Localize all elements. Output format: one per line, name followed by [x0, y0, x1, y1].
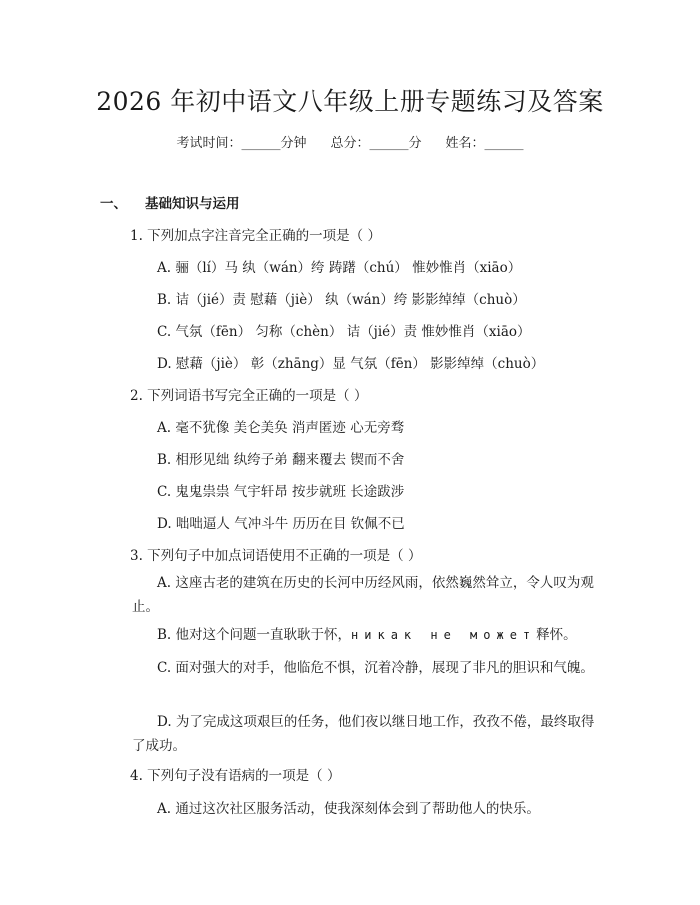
section-heading [100, 192, 240, 212]
question-3-option-b-end: 释怀。 [536, 627, 577, 643]
question-4-stem: 4. 下列句子没有语病的一项是（ ） [130, 768, 341, 784]
section-number: 一、 [100, 196, 127, 212]
question-3-option-b-foreign: никак не может [351, 628, 537, 642]
question-3-option-d: D. 为了完成这项艰巨的任务，他们夜以继日地工作，孜孜不倦，最终取得了成功。 [132, 714, 595, 754]
question-1-option-b: B. 诘（jié）责 慰藉（jiè） 纨（wán）绔 影影绰绰（chuò） [157, 292, 526, 308]
exam-time: 考试时间：______分钟 [176, 136, 307, 151]
question-3-option-b [132, 623, 602, 647]
student-name: 姓名：______ [445, 136, 524, 151]
question-1-option-d: D. 慰藉（jiè） 彰（zhāng）显 气氛（fēn） 影影绰绰（chuò） [157, 356, 545, 372]
section-title: 基础知识与运用 [145, 196, 240, 212]
question-2-option-d: D. 咄咄逼人 气冲斗牛 历历在目 钦佩不已 [157, 516, 405, 532]
question-3-option-c: C. 面对强大的对手，他临危不惧，沉着冷静，展现了非凡的胆识和气魄。 [157, 660, 594, 676]
question-2-stem: 2. 下列词语书写完全正确的一项是（ ） [130, 388, 368, 404]
document-title: 2026 年初中语文八年级上册专题练习及答案 [96, 87, 604, 116]
question-1-stem: 1. 下列加点字注音完全正确的一项是（ ） [130, 228, 381, 244]
question-3-stem: 3. 下列句子中加点词语使用不正确的一项是（ ） [130, 548, 422, 564]
question-2-option-b: B. 相形见绌 纨绔子弟 翻来覆去 锲而不舍 [157, 452, 405, 468]
exam-meta [0, 132, 700, 151]
question-1-option-a: A. 骊（lí）马 纨（wán）绔 踌躇（chú） 惟妙惟肖（xiāo） [157, 260, 522, 276]
question-1-option-c: C. 气氛（fēn） 匀称（chèn） 诘（jié）责 惟妙惟肖（xiāo） [157, 324, 531, 340]
exam-score: 总分：______分 [330, 136, 422, 151]
question-2-option-c: C. 鬼鬼祟祟 气宇轩昂 按步就班 长途跋涉 [157, 484, 405, 500]
question-2-option-a: A. 毫不犹像 美仑美奂 消声匿迹 心无旁骛 [157, 420, 405, 436]
question-4-option-a: A. 通过这次社区服务活动，使我深刻体会到了帮助他人的快乐。 [157, 801, 540, 817]
question-3-option-b-start: B. 他对这个问题一直耿耿于怀， [157, 627, 352, 643]
question-3-option-a: A. 这座古老的建筑在历史的长河中历经风雨，依然巍然耸立，令人叹为观止。 [132, 575, 594, 615]
